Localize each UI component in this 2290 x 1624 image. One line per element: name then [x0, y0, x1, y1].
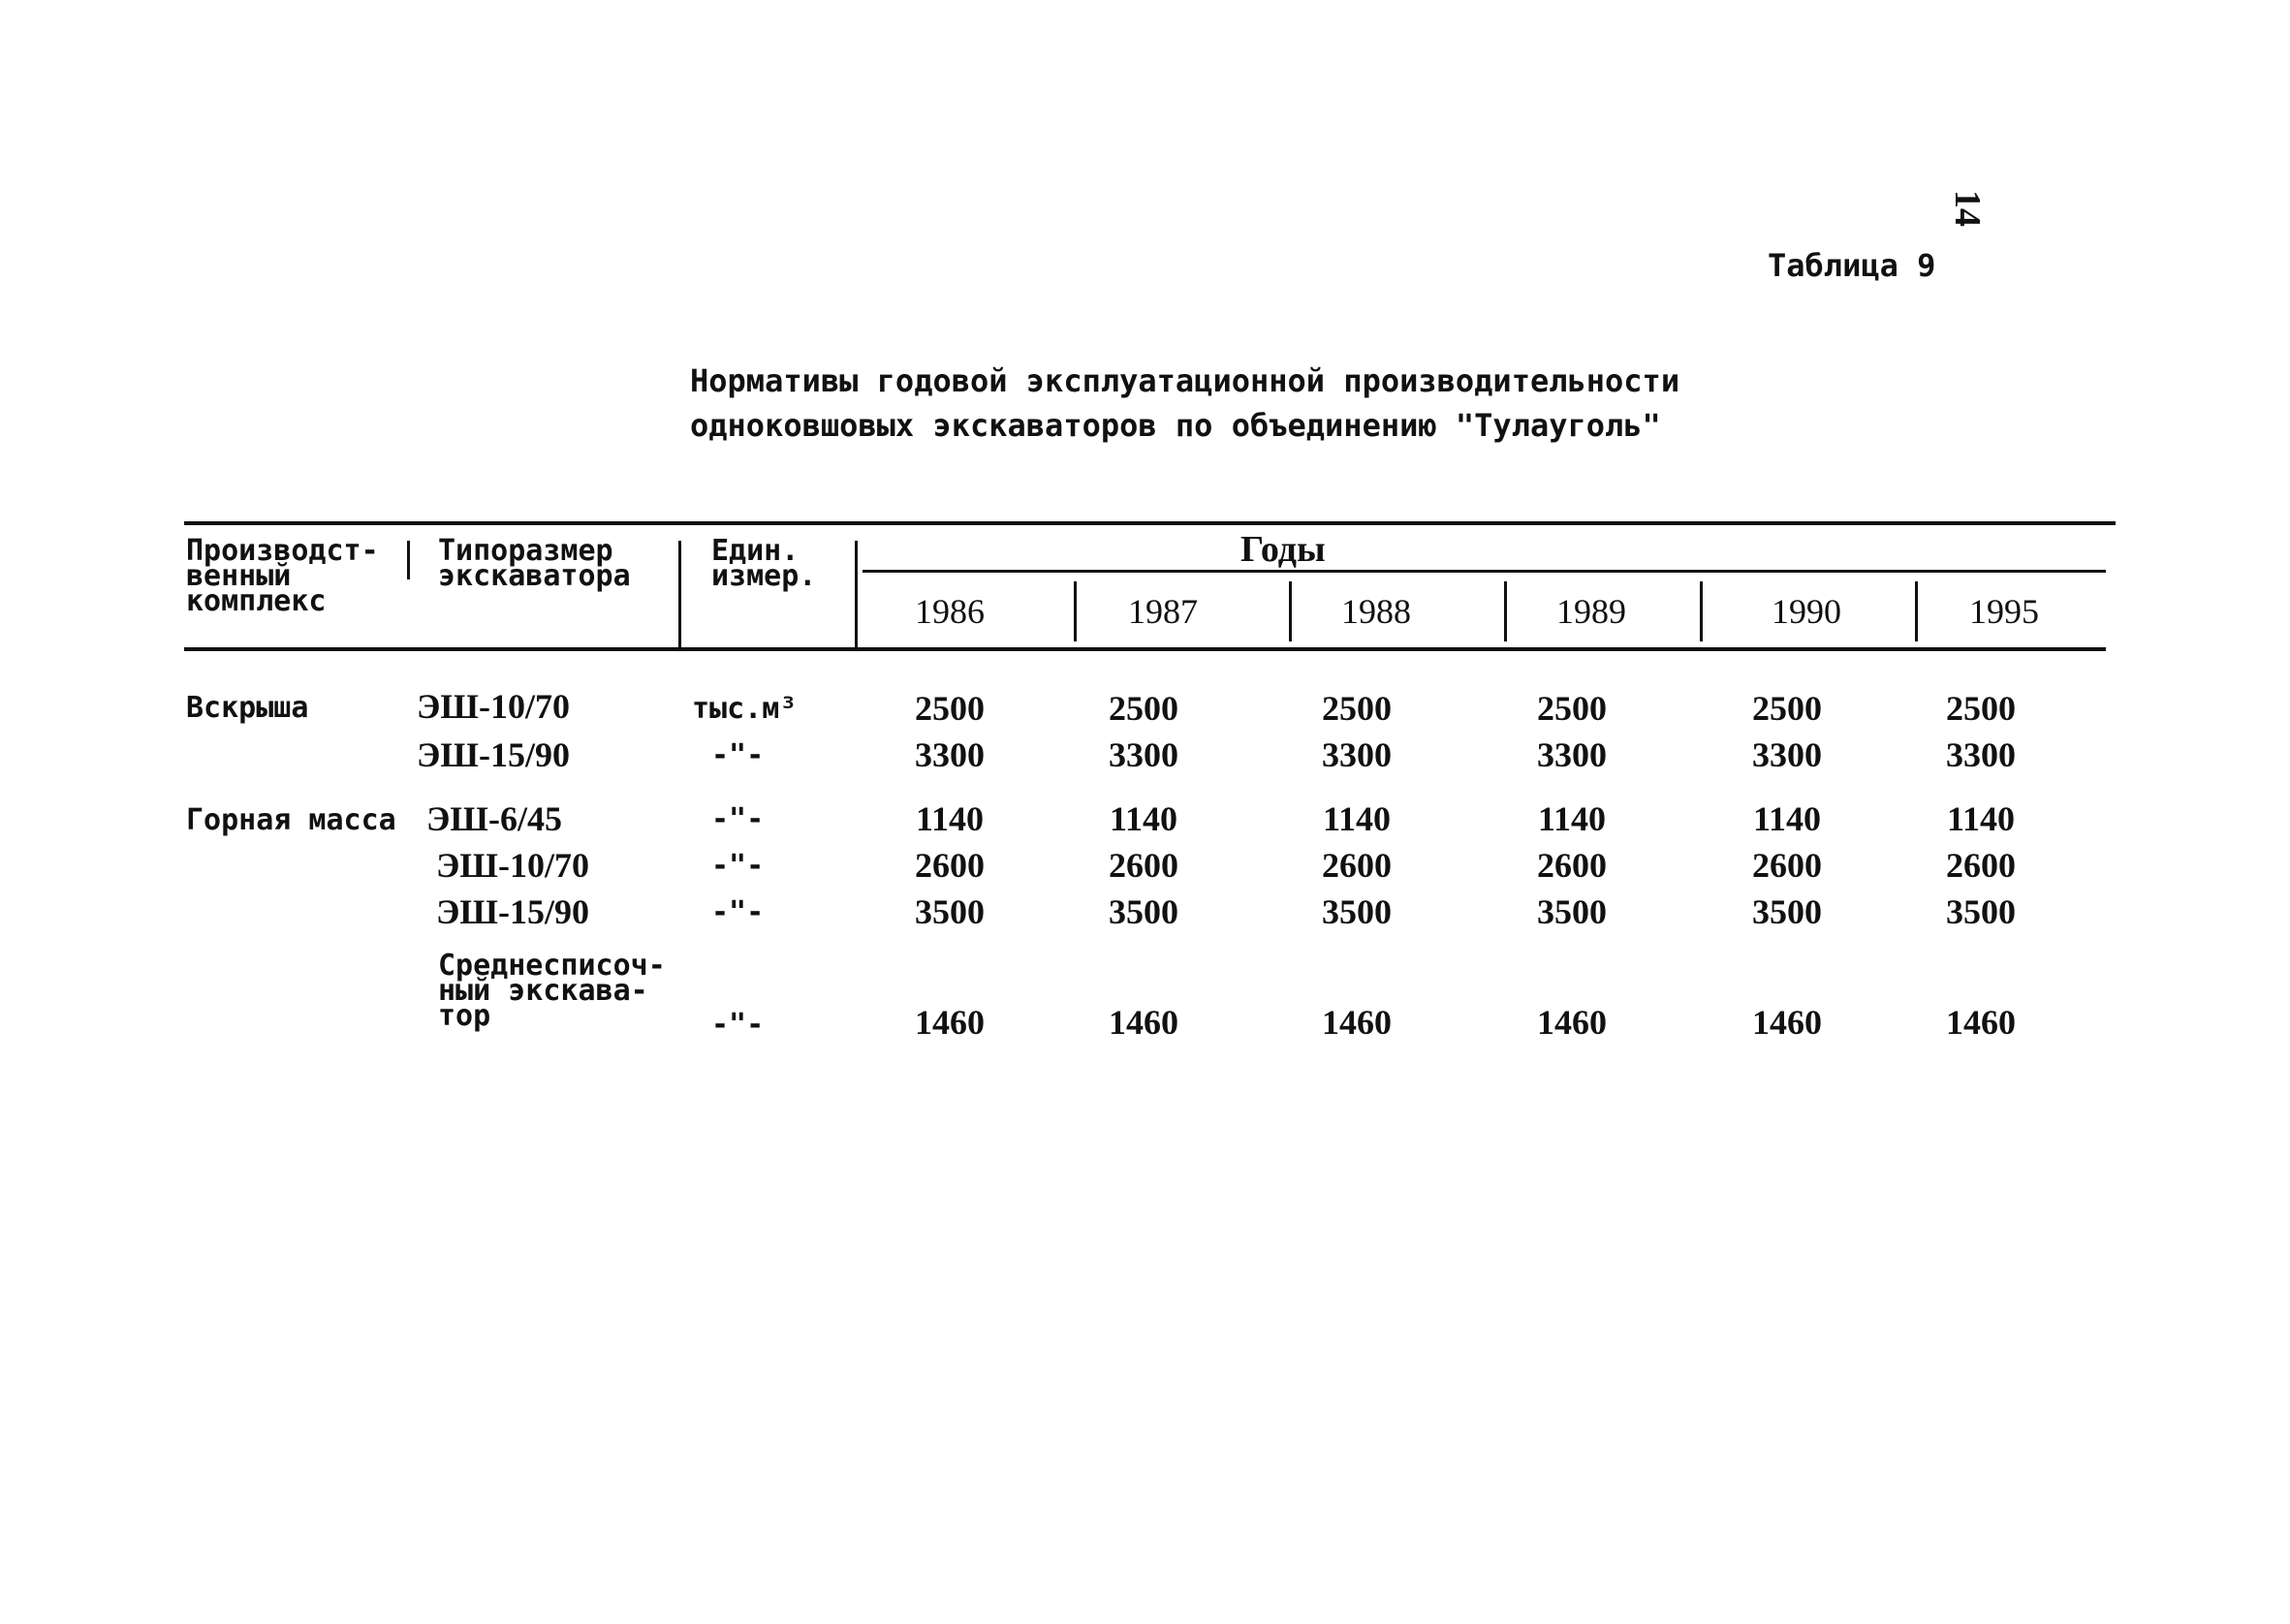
page-number: 14 [1947, 190, 1988, 227]
value-cell: 1140 [1537, 799, 1606, 838]
year-1986: 1986 [915, 592, 985, 631]
value-cell: 3300 [1109, 735, 1178, 774]
header-model-line: Типоразмер [438, 534, 613, 568]
title-line-2: одноковшовых экскаваторов по объединению "Тулауголь" [690, 407, 1661, 444]
value-cell: 3500 [1322, 892, 1392, 931]
header-bottom-rule [184, 647, 2106, 651]
value-cell: 2600 [1752, 846, 1822, 885]
year-1990: 1990 [1772, 592, 1841, 631]
row-unit: -"- [711, 895, 765, 929]
table-label: Таблица 9 [1768, 247, 1936, 284]
value-cell: 3300 [1322, 735, 1392, 774]
table-top-rule [184, 521, 2116, 525]
row-model-line: тор [438, 999, 491, 1033]
year-1988: 1988 [1341, 592, 1411, 631]
value-cell: 3500 [1109, 892, 1178, 931]
value-cell: 2600 [1322, 846, 1392, 885]
value-cell: 1140 [1752, 799, 1821, 838]
value-cell: 1140 [915, 799, 984, 838]
header-model-line: экскаватора [438, 559, 631, 593]
row-model: ЭШ-15/90 [436, 892, 589, 931]
value-cell: 1140 [1109, 799, 1177, 838]
value-cell: 1460 [1322, 1003, 1392, 1042]
row-unit: -"- [711, 849, 765, 883]
group-label: Вскрыша [186, 691, 309, 725]
value-cell: 2500 [1322, 689, 1392, 728]
value-cell: 2600 [1109, 846, 1178, 885]
year-separator [1074, 581, 1077, 641]
header-unit-line: измер. [711, 559, 817, 593]
value-cell: 3500 [1752, 892, 1822, 931]
value-cell: 3300 [915, 735, 985, 774]
value-cell: 3500 [1946, 892, 2016, 931]
header-complex-line: Производст- [186, 534, 379, 568]
value-cell: 2500 [1946, 689, 2016, 728]
header-unit-line: Един. [711, 534, 800, 568]
year-separator [1700, 581, 1703, 641]
year-separator [1504, 581, 1507, 641]
value-cell: 2500 [1752, 689, 1822, 728]
value-cell: 2500 [1537, 689, 1607, 728]
header-separator [855, 541, 858, 647]
row-model: ЭШ-10/70 [417, 687, 570, 726]
year-1995: 1995 [1969, 592, 2039, 631]
header-complex-line: венный [186, 559, 292, 593]
value-cell: 3300 [1537, 735, 1607, 774]
year-1989: 1989 [1556, 592, 1626, 631]
row-unit: -"- [711, 802, 765, 836]
value-cell: 1460 [1946, 1003, 2016, 1042]
value-cell: 2600 [915, 846, 985, 885]
header-complex-line: комплекс [186, 584, 327, 618]
value-cell: 3500 [1537, 892, 1607, 931]
value-cell: 1460 [915, 1003, 985, 1042]
value-cell: 1460 [1752, 1003, 1822, 1042]
year-1987: 1987 [1128, 592, 1198, 631]
value-cell: 1460 [1109, 1003, 1178, 1042]
header-unit [711, 534, 817, 593]
years-group-rule [863, 570, 2106, 573]
header-complex [186, 534, 379, 618]
header-separator [407, 541, 410, 579]
value-cell: 1140 [1322, 799, 1391, 838]
header-years-group: Годы [1240, 529, 1326, 570]
row-unit: -"- [711, 1008, 765, 1042]
row-model: ЭШ-10/70 [436, 846, 589, 885]
row-model-line: ный экскава- [438, 974, 648, 1008]
value-cell: 3300 [1946, 735, 2016, 774]
year-separator [1289, 581, 1292, 641]
row-model: ЭШ-15/90 [417, 735, 570, 774]
value-cell: 2600 [1946, 846, 2016, 885]
row-unit: тыс.м³ [692, 692, 798, 726]
row-model-line: Среднесписоч- [438, 949, 666, 983]
group-label: Горная масса [186, 803, 396, 837]
value-cell: 3500 [915, 892, 985, 931]
header-model [438, 534, 631, 593]
row-model: ЭШ-6/45 [426, 799, 562, 838]
value-cell: 1460 [1537, 1003, 1607, 1042]
title-line-1: Нормативы годовой эксплуатационной производительности [690, 362, 1680, 399]
year-separator [1915, 581, 1918, 641]
value-cell: 2500 [1109, 689, 1178, 728]
row-model-multiline [438, 949, 666, 1033]
row-unit: -"- [711, 738, 765, 772]
value-cell: 3300 [1752, 735, 1822, 774]
value-cell: 2500 [915, 689, 985, 728]
value-cell: 2600 [1537, 846, 1607, 885]
table-title [690, 359, 1853, 448]
header-separator [678, 541, 681, 647]
value-cell: 1140 [1946, 799, 2015, 838]
